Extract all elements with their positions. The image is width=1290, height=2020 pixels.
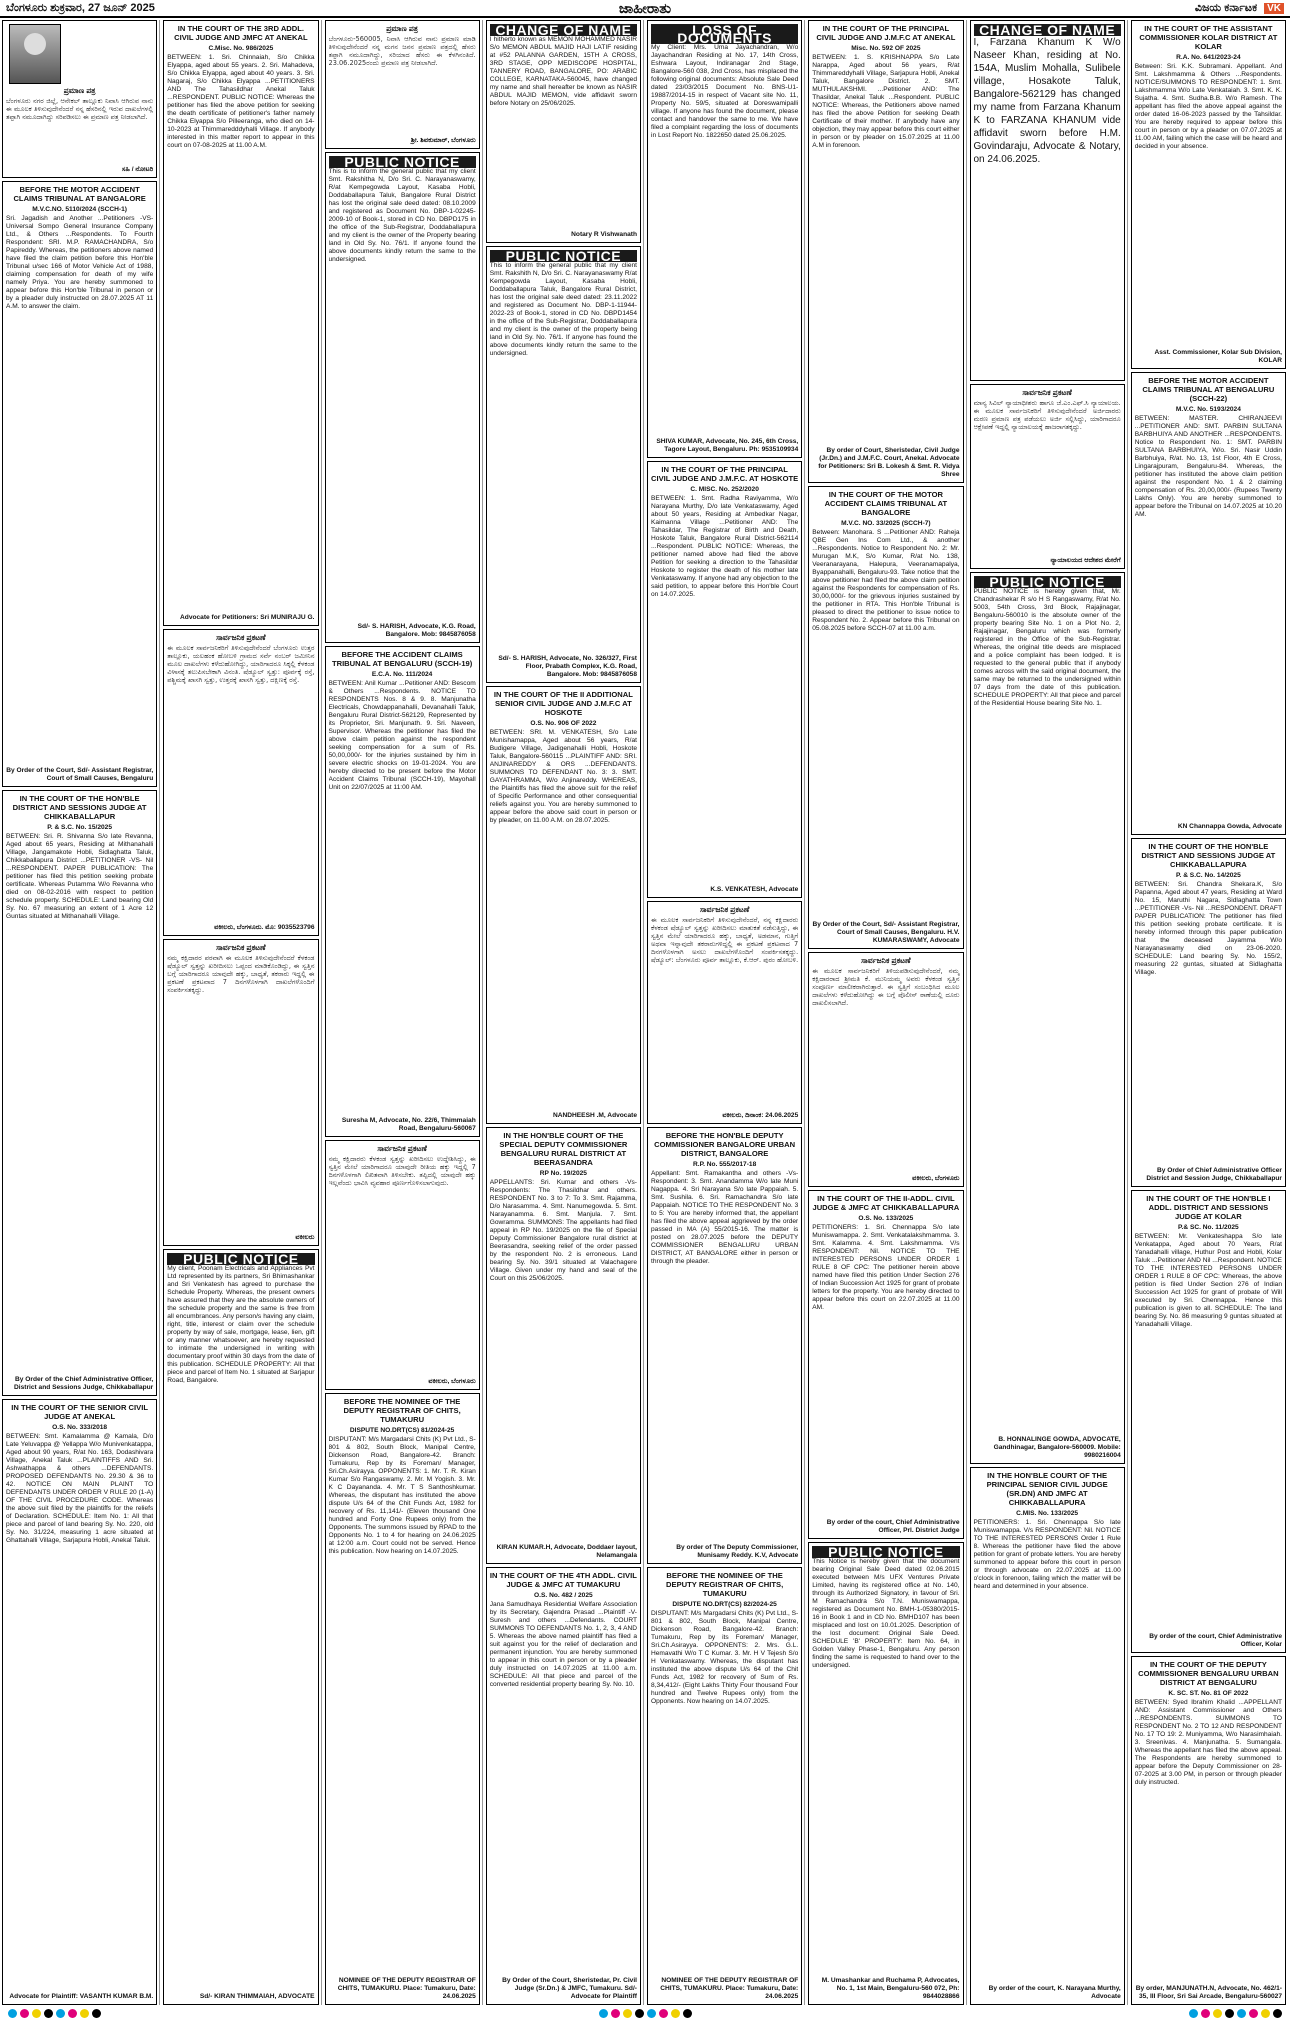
notice-signature: ಶ್ರೀ. ಶಿವಕುಮಾರ್, ಬೆಂಗಳೂರು [410, 136, 476, 144]
case-number: C. MISC. No. 252/2020 [690, 485, 759, 493]
color-marks-right [1189, 2009, 1282, 2018]
case-number: RP No. 19/2025 [539, 1169, 587, 1177]
notice-body: ನಮ್ಮ ಕಕ್ಷಿದಾರರ ಪರವಾಗಿ ಈ ಮೂಲಕ ತಿಳಿಸುವುದೇನೆಂದರೆ ಕೆಳಕಂಡ ಷೆಡ್ಯೂಲ್ ಸ್ವತ್ತನ್ನು ಖರೀದಿಸಲು ಒಪ್ಪಂದ ಮಾಡಿಕೊಂಡಿದ್ದು, ಈ ಸ್ವತ್ತಿನ ಬಗ್ಗೆ ಯಾರಿಗಾದರೂ ಯಾವುದೇ ಹಕ್ಕು, ಬಾಧ್ಯತೆ, ತಕರಾರು ಇದ್ದಲ್ಲಿ ಈ ಪ್ರಕಟಣೆ ಪ್ರಕಟವಾದ 7 ದಿನಗಳೊಳಗಾಗಿ ದಾಖಲೆಗಳೊಂದಿಗೆ ಸಂಪರ್ಕಿಸತಕ್ಕದ್ದು. [167, 954, 315, 995]
registration-dot [599, 2009, 608, 2018]
notice-signature: By Order of the Chief Administrative Officer, District and Sessions Judge, Chikkaballapur [14, 1375, 154, 1391]
notice-title: PUBLIC NOTICE [329, 156, 476, 168]
person-photo [9, 24, 61, 84]
notice-block [647, 901, 802, 1124]
notice-block [1131, 372, 1286, 835]
notice-signature: Notary R Vishwanath [571, 230, 637, 238]
notice-title: IN THE HON'BLE COURT OF THE PRINCIPAL SENIOR CIVIL JUDGE (SR.DN) AND JMFC AT CHIKKABALLAPURA [986, 1470, 1108, 1507]
notice-body: ಈ ಮೂಲಕ ಸಾರ್ವಜನಿಕರಿಗೆ ತಿಳಿಸುವುದೇನೆಂದರೆ ಬೆಂಗಳೂರು ಉತ್ತರ ತಾಲ್ಲೂಕು, ಯಲಹಂಕ ಹೋಬಳಿ ಗ್ರಾಮದ ಸರ್ವೆ ನಂಬರ್ ಜಮೀನಿನ ಮೂಲ ದಾಖಲೆಗಳು ಕಳೆದುಹೋಗಿದ್ದು, ಯಾರಿಗಾದರೂ ಸಿಕ್ಕಲ್ಲಿ ಕೆಳಕಂಡ ವಿಳಾಸಕ್ಕೆ ತಲುಪಿಸಬೇಕಾಗಿ ವಿನಂತಿ. ಷೆಡ್ಯೂಲ್ ಸ್ವತ್ತು: ಪೂರ್ವಕ್ಕೆ ರಸ್ತೆ, ಪಶ್ಚಿಮಕ್ಕೆ ಖಾಸಗಿ ಸ್ವತ್ತು, ಉತ್ತರಕ್ಕೆ ಖಾಸಗಿ ಸ್ವತ್ತು, ದಕ್ಷಿಣಕ್ಕೆ ರಸ್ತೆ. [167, 644, 315, 685]
notice-title: ಸಾರ್ವಜನಿಕ ಪ್ರಕಟಣೆ [377, 1144, 427, 1154]
column-1 [2, 20, 160, 2005]
notice-block [325, 20, 480, 149]
notice-signature: ವಕೀಲರು, ಬೆಂಗಳೂರು [912, 1175, 960, 1183]
notice-block [808, 952, 963, 1187]
notice-title: IN THE COURT OF THE PRINCIPAL CIVIL JUDGE AND J.M.F.C. AT HOSKOTE [651, 464, 799, 483]
notice-block [325, 152, 480, 643]
registration-dot [68, 2009, 77, 2018]
notice-title: ಪ್ರಮಾಣ ಪತ್ರ [386, 24, 419, 33]
notice-block [163, 1249, 318, 2005]
notice-body: DISPUTANT: M/s Margadarsi Chits (K) Pvt Ltd., S-801 & 802, South Block, Manipal Centre, Dickenson Road, Bangalore-42. Branch: Tumakuru, Rep by its Foreman/ Manager, Sri.Ch.Asirayya. OPPONENTS: 2. Mrs. G.L. Hemavathi W/o T C Kumar. 3. Mr. H V Tejesh S/o H Venkataswamy. Whereas, the disputant has instituted the above dispute U/s 64 of the Chit Funds Act, 1982 for recovery of Sum of Rs. 8,34,412/- (Eight Lakhs Thirty Four thousand Four hundred and Twelve Rupees only) from the Opponents. Now hearing on 14.07.2025. [651, 1610, 799, 1706]
column-6 [808, 20, 966, 2005]
notice-body: APPELLANTS: Sri. Kumar and others -Vs- Respondents: The Thasildhar and others. RESPONDENT No. 3 to 7: To 3. Smt. Rajamma, D/o Narasamma. 4. Smt. Nanumegowda. 5. Smt. Narayanamma. 6. Smt. Manjula. 7. Smt. Gowramma. SUMMONS: The appellants had filed appeal in RP No. 19/2025 on the file of Special Deputy Commissioner Bangalore rural district at Beerasandra, seeking relief of the order passed by the respondent No. 2 is erroneous. Land bearing Sy. No. 39/1 situated at Valachagere Village. Given under my hand and seal of the Court on this 25/06/2025. [489, 1178, 637, 1282]
notice-title: IN THE COURT OF THE II-ADDL. CIVIL JUDGE & JMFC AT CHIKKABALLAPURA [812, 1194, 960, 1213]
notice-signature: ವಕೀಲರು, ದಿನಾಂಕ: 24.06.2025 [722, 1111, 799, 1119]
registration-dot [1189, 2009, 1198, 2018]
masthead-date: ಬೆಂಗಳೂರು ಶುಕ್ರವಾರ, 27 ಜೂನ್ 2025 [6, 1, 155, 14]
notice-signature: Suresha M, Advocate, No. 22/6, Thimmaiah Road, Bengaluru-560067 [341, 1117, 476, 1133]
notice-body: Between: Sri. K.K. Subramani. Appellant. And Smt. Lakshmamma & Others ...Respondents. NOTICE/SUMMONS TO RESPONDENT: 1. Smt. Lakshmamma W/o Late Venkataiah. 3. Smt. K. K. Sujatha. 4. Smt. Sudha.B.B. W/o Ramesh. The appellant has filed the above appeal against the order dated 16-06-2023 passed by the Tahsildar. You are hereby required to appear before this court in person or by a pleader on 07.07.2025 at 11.00 AM, failing which the case will be heard and decided in your absence. [1134, 63, 1282, 150]
notice-signature: K.S. VENKATESH, Advocate [710, 886, 799, 894]
case-number: K. SC. ST. No. 81 OF 2022 [1168, 1689, 1249, 1697]
notice-title: IN THE COURT OF THE MOTOR ACCIDENT CLAIMS TRIBUNAL AT BANGALORE [824, 489, 948, 517]
notice-signature: ನ್ಯಾಯಾಲಯದ ಆದೇಶದ ಮೇರೆಗೆ [1050, 557, 1121, 565]
notice-title: IN THE COURT OF THE PRINCIPAL CIVIL JUDGE AND J.M.F.C AT ANEKAL [816, 24, 956, 42]
case-number: O.S. No. 906 OF 2022 [530, 720, 597, 728]
notice-signature: NOMINEE OF THE DEPUTY REGISTRAR OF CHITS, TUMAKURU. Place: Tumakuru, Date: 24.06.2025 [660, 1977, 799, 2001]
notice-body: ಬೆಂಗಳೂರು ನಗರ ಜಿಲ್ಲೆ, ಆನೇಕಲ್ ತಾಲ್ಲೂಕು ನಿವಾಸಿ ಆಗಿರುವ ನಾನು ಈ ಮೂಲಕ ತಿಳಿಸುವುದೇನೆಂದರೆ ನನ್ನ ಹೆಸರಿನಲ್ಲಿ ಇರುವ ದಾಖಲೆಗಳಲ್ಲಿ ತಪ್ಪಾಗಿ ನಮೂದಾಗಿದ್ದು ಸರಿಪಡಿಸಲು ಈ ಪ್ರಮಾಣ ಪತ್ರ ನೀಡಲಾಗಿದೆ. [6, 97, 154, 121]
notice-body: My client, Poonam Electricals and Appliances Pvt Ltd represented by its partners, Sri Bhimashankar and Sri Venkatesh has agreed to purchase the Schedule Property. Whereas, the present owners have assured that they are the absolute owners of the schedule property and the same is free from all encumbrances. Any person/s having any claim, right, title, interest or claim over the schedule property by way of sale, mortgage, lease, lien, gift or any manner whatsoever, are hereby requested to intimate the undersigned in writing with documentary proof within 30 days from the date of this publication. SCHEDULE PROPERTY: All that piece and parcel of Item No. 1 situated at Sarjapur Road, Bangalore. [167, 1265, 315, 1385]
notice-body: ಈ ಮೂಲಕ ಸಾರ್ವಜನಿಕರಿಗೆ ತಿಳಿಸುವುದೇನೆಂದರೆ, ನನ್ನ ಕಕ್ಷಿದಾರರು ಕೆಳಕಂಡ ಷೆಡ್ಯೂಲ್ ಸ್ವತ್ತನ್ನು ಖರೀದಿಸಲು ಮಾತುಕತೆ ನಡೆಸುತ್ತಿದ್ದು, ಈ ಸ್ವತ್ತಿನ ಮೇಲೆ ಯಾರಿಗಾದರೂ ಹಕ್ಕು, ಬಾಧ್ಯತೆ, ಅಡಮಾನ, ಗುತ್ತಿಗೆ ಅಥವಾ ಇನ್ನಾವುದೇ ತಕರಾರುಗಳಿದ್ದಲ್ಲಿ ಈ ಪ್ರಕಟಣೆ ಪ್ರಕಟವಾದ 7 ದಿನಗಳೊಳಗಾಗಿ ಅಸಲು ದಾಖಲೆಗಳೊಂದಿಗೆ ಸಂಪರ್ಕಿಸತಕ್ಕದ್ದು. ಷೆಡ್ಯೂಲ್: ಬೆಂಗಳೂರು ಪೂರ್ವ ತಾಲ್ಲೂಕು, ಕೆ.ಆರ್. ಪುರಂ ಹೋಬಳಿ. [651, 916, 799, 965]
column-8 [1131, 20, 1288, 2005]
case-number: DISPUTE NO.DRT(CS) 82/2024-25 [672, 1601, 777, 1609]
notice-body: BETWEEN: Syed Ibrahim Khalid ...APPELLANT AND: Assistant Commissioner and Others ...RESPONDENTS. SUMMONS TO RESPONDENT No. 2 TO 12 AND RESPONDENT No. 17 TO 19: 2. Muniyamma, W/o Narasimhaiah. 3. Sreenivas. 4. Manjunatha. 5. Sumangala. Whereas the appellant has filed the above appeal. The Respondents are hereby summoned to appear before the Deputy Commissioner on 28-07-2025 at 3.00 PM, in person or through pleader duly instructed. [1134, 1698, 1282, 1786]
registration-dot [683, 2009, 692, 2018]
masthead-paper-name: ವಿಜಯ ಕರ್ನಾಟಕ [1194, 1, 1258, 14]
color-marks-center [599, 2009, 692, 2018]
column-4 [486, 20, 644, 2005]
notice-block [970, 384, 1125, 569]
registration-dot [92, 2009, 101, 2018]
notice-title: IN THE COURT OF THE SENIOR CIVIL JUDGE AT ANEKAL [11, 1402, 148, 1421]
notice-body: Between: Manohara. S ...Petitioner AND: Raheja QBE Gen Ins Com Ltd., & another ...Respondents. Notice to Respondent No. 2: Mr. Murugan M.K, S/o Kumar, R/at No. 138, Veeranarayana, Halepura, Veeranamapalya, Byappanahalli, Bengaluru-93. Take notice that the above petitioner had filed the above claim petition against the Respondents for compensation of Rs. 30,00,000/- for the grievous injuries sustained by the petitioner in RTA. This Hon'ble Tribunal is pleased to direct the petitioner to issue notice to Respondent No. 2. Appear before this Tribunal on 05.08.2025 before SCCH-07 at 11.00 a.m. [812, 528, 960, 632]
notice-title: LOSS OF DOCUMENTS [651, 24, 798, 44]
notice-block [486, 686, 641, 1124]
notice-block [325, 1140, 480, 1390]
notice-block [1131, 20, 1286, 369]
notice-signature: By Order of the Court, Sd/- Assistant Registrar, Court of Small Causes, Bengaluru. H.V. KUMARASWAMY, Advocate [812, 920, 960, 944]
notice-block [486, 1567, 641, 2005]
notice-title: ಸಾರ್ವಜನಿಕ ಪ್ರಕಟಣೆ [699, 905, 750, 915]
notice-body: ಮಾನ್ಯ ಸಿವಿಲ್ ನ್ಯಾಯಾಧೀಶರು ಹಾಗೂ ಜೆ.ಎಂ.ಎಫ್.ಸಿ ನ್ಯಾಯಾಲಯ. ಈ ಮೂಲಕ ಸಾರ್ವಜನಿಕರಿಗೆ ತಿಳಿಸುವುದೇನೆಂದರೆ ಅರ್ಜಿದಾರರು ಮರಣ ಪ್ರಮಾಣ ಪತ್ರ ಪಡೆಯಲು ಅರ್ಜಿ ಸಲ್ಲಿಸಿದ್ದು, ಯಾರಿಗಾದರೂ ಆಕ್ಷೇಪಣೆ ಇದ್ದಲ್ಲಿ ನ್ಯಾಯಾಲಯಕ್ಕೆ ಹಾಜರಾಗತಕ್ಕದ್ದು. [973, 399, 1121, 432]
case-number: E.C.A. No. 111/2024 [371, 671, 433, 679]
notice-block [486, 20, 641, 243]
notice-title: ಪ್ರಮಾಣ ಪತ್ರ [63, 86, 96, 95]
notice-title: ಸಾರ್ವಜನಿಕ ಪ್ರಕಟಣೆ [216, 633, 266, 643]
notice-signature: SHIVA KUMAR, Advocate, No. 245, 6th Cross, Tagore Layout, Bengaluru. Ph: 9535109934 [656, 437, 799, 453]
notice-body: PETITIONERS: 1. Sri. Chennappa S/o late Muniswamappa. V/s RESPONDENT: Nil. NOTICE TO THE INTERESTED PERSONS Order 1 Rule 8. Whereas the petitioner have filed the above petition for grant of probate letters. You are hereby summoned to appear before this court in person or through advocate on 22.07.2025 at 11.00 o'clock in forenoon, failing which the matter will be heard and determined in your absence. [973, 1518, 1121, 1590]
notice-signature: NOMINEE OF THE DEPUTY REGISTRAR OF CHITS, TUMAKURU. Place: Tumakuru, Date: 24.06.2025 [337, 1977, 476, 2000]
registration-dot [671, 2009, 680, 2018]
notice-title: IN THE COURT OF THE 3RD ADDL. CIVIL JUDGE AND JMFC AT ANEKAL [174, 24, 308, 42]
notice-block [647, 461, 802, 899]
notice-block [808, 20, 963, 483]
notice-block [2, 1399, 157, 2005]
case-number: C.MIS. No. 133/2025 [1016, 1509, 1079, 1517]
notice-signature: By order of the court, Chief Administrative Officer, Prl. District Judge [826, 1519, 960, 1535]
notice-signature: ವಕೀಲರು, ಬೆಂಗಳೂರು. ಮೊ: 9035523796 [214, 924, 315, 932]
notice-title: PUBLIC NOTICE [490, 250, 637, 262]
notice-title: BEFORE THE MOTOR ACCIDENT CLAIMS TRIBUNAL AT BANGALORE [13, 184, 146, 203]
notice-block [970, 20, 1125, 381]
notice-title: IN THE COURT OF THE 4TH ADDL. CIVIL JUDGE & JMFC AT TUMAKURU [489, 1571, 637, 1590]
notice-block [647, 20, 802, 458]
notice-signature: ಸಹಿ / ನೋಟರಿ [121, 165, 154, 173]
notice-block [325, 1393, 480, 2005]
print-registration-marks [0, 2007, 1290, 2020]
notice-body: BETWEEN: SRI. M. VENKATESH, S/o Late Munishamappa, Aged about 56 years, R/at Budigere Village, Jadigenahalli Hobli, Hoskote Taluk, Bangalore-560115 ...PLAINTIFF AND: SRI. ANJINAREDDY & ORS ...DEFENDANTS. SUMMONS TO DEFENDANT No. 3: 3. SMT. GAYATHRAMMA, W/o Anjinareddy. WHEREAS, the Plaintiffs has filed the above suit for the relief of Specific Performance and other consequential reliefs against you. You are hereby summoned to appear before the above said court in person or by pleader, on 11.00 A.M. on 28.07.2025. [489, 729, 637, 825]
case-number: P.& SC. No. 11/2025 [1178, 1224, 1239, 1232]
case-number: O.S. No. 482 / 2025 [534, 1592, 593, 1600]
notice-signature: Advocate for Petitioners: Sri MUNIRAJU G. [180, 614, 315, 622]
notice-body: BETWEEN: 1. Sri. Chinnaiah, S/o Chikka Elyappa, aged about 55 years. 2. Sri. Mahadeva, S/o Chikka Elyappa, aged about 40 years. 3. Sri. Nagaraj, S/o Chikka Elyappa ...PETITIONERS AND The Tahasildhar Anekal Taluk ...RESPONDENT. PUBLIC NOTICE: Whereas the petitioner has filed the above petition for seeking the death certificate of petitioner's father namely Chikka Elyappa S/o Pilleeranga, who died on 14-10-2023 at Thimmaredddyhalli Village. If anybody interested in this matter report to appear in this court on 07-08-2025 at 11.00 A.M. [167, 54, 315, 149]
notice-body: BETWEEN: Sri. Chandra Shekara.K, S/o Papanna, Aged about 47 years, Residing at Ward No. 15, Maruthi Nagara, Sidlaghatta Town ...PETITIONER -Vs- Nil ...RESPONDENT. DRAFT PAPER PUBLICATION: The petitioner has filed this petition seeking probate certificate. It is hereby informed through this paper publication that the deceased Jayamma W/o Narayanaswamy died on 23-06-2020. SCHEDULE: Land bearing Sy. No. 155/2, measuring 22 guntas, situated at Sidlaghatta Village. [1134, 880, 1282, 976]
notice-block [647, 1127, 802, 1565]
notice-body: BETWEEN: 1. Smt. Radha Raviyamma, W/o Narayana Murthy, D/o late Venkataswamy, Aged about 50 years, Residing at Ambedkar Nagar, Kaimanna Village ...Petitioner AND: The Tahasildar, The Registrar of Birth and Death, Hoskote Taluk, Bangalore Rural District-562114 ...Respondent. PUBLIC NOTICE: Whereas, the petitioner named above had filed the above Petition for seeking a direction to the Tahasildar Hoskote to register the death of his mother late Venkataswamy. If anyone had any objection to the said petition, to appear before this Hon'ble Court on 14.07.2025. [651, 494, 799, 598]
notice-block [163, 20, 318, 626]
notice-body: BETWEEN: 1. S. KRISHNAPPA S/o Late Narappa, Aged about 56 years, R/at Thimmareddyhalli Village, Sarjapura Hobli, Anekal Taluk, Bangalore District. 2. SMT. MUTHULAKSHMI. ...Petitioner AND: The Thasildar, Anekal Taluk ...Respondent. PUBLIC NOTICE: Whereas, the Petitioners above named has filed the above Petition for seeking Death Certificate of their mother. If anybody have any objection, they may appear before this court either in person or by pleader on 15.07.2025 at 11.00 A.M in forenoon. [812, 54, 960, 149]
notice-body: ನಮ್ಮ ಕಕ್ಷಿದಾರರು ಕೆಳಕಂಡ ಸ್ವತ್ತನ್ನು ಖರೀದಿಸಲು ಉದ್ದೇಶಿಸಿದ್ದು, ಈ ಸ್ವತ್ತಿನ ಮೇಲೆ ಯಾರಿಗಾದರೂ ಯಾವುದೇ ರೀತಿಯ ಹಕ್ಕು ಇದ್ದಲ್ಲಿ 7 ದಿನಗಳೊಳಗಾಗಿ ಲಿಖಿತವಾಗಿ ತಿಳಿಸಬೇಕು. ತಪ್ಪಿದಲ್ಲಿ ಯಾವುದೇ ಹಕ್ಕು ಇಲ್ಲವೆಂದು ಭಾವಿಸಿ ವ್ಯವಹಾರ ಪೂರ್ಣಗೊಳಿಸಲಾಗುವುದು. [328, 1155, 476, 1188]
case-number: M.V.C. No. 5193/2024 [1175, 406, 1241, 414]
notice-block [808, 1542, 963, 2005]
paper-logo: VK [1264, 3, 1284, 14]
notice-title: ಸಾರ್ವಜನಿಕ ಪ್ರಕಟಣೆ [861, 955, 911, 965]
registration-dot [80, 2009, 89, 2018]
notice-block [1131, 1656, 1286, 2005]
notice-signature: By Order of the Court, Sd/- Assistant Registrar, Court of Small Causes, Bengaluru [6, 766, 154, 782]
notice-signature: Asst. Commissioner, Kolar Sub Division, KOLAR [1154, 349, 1282, 365]
notice-block [808, 1190, 963, 1539]
masthead-brand [1195, 2, 1284, 15]
notice-block [163, 939, 318, 1246]
notice-signature: ವಕೀಲರು, ಬೆಂಗಳೂರು [428, 1377, 476, 1385]
notice-block [163, 629, 318, 936]
registration-dot [44, 2009, 53, 2018]
registration-dot [1225, 2009, 1234, 2018]
notice-signature: B. HONNALINGE GOWDA, ADVOCATE, Gandhinagar, Bangalore-560009. Mobile: 9980216004 [993, 1435, 1121, 1459]
registration-dot [1213, 2009, 1222, 2018]
notice-title: CHANGE OF NAME [490, 24, 637, 36]
notice-signature: By order of Court, Sheristedar, Civil Judge (Jr.Dn.) and J.M.F.C. Court, Anekal. Advocate for Petitioners: Sri B. Lokesh & Smt. R. Vidya Shree [818, 446, 960, 478]
notice-title: PUBLIC NOTICE [812, 1546, 959, 1558]
notice-body: I, Farzana Khanum K W/o Naseer Khan, residing at No. 154A, Muslim Mohalla, Sulibele village, Hosakote Taluk, Bangalore-562129 has changed my name from Farzana Khanum K to FARZANA KHANUM vide affidavit sworn before H.M. Govindaraju, Advocate & Notary, on 24.06.2025. [973, 37, 1121, 165]
notice-body: BETWEEN: Sri. R. Shivanna S/o late Revanna, Aged about 65 years, Residing at Mithanahalli Village, Jangamakote Hobli, Sidlaghatta Taluk, Chikkaballapura District ...PETITIONER -VS- Nil ...RESPONDENT. PAPER PUBLICATION: The petitioner has filed this petition seeking probate certificate. Whereas Putamma W/o Revanna who died on 08-02-2016 with respect to petition schedule property. SCHEDULE: Land bearing Old Sy. No. 67 measuring an extent of 1 Acre 12 Guntas situated at Mithanahalli Village. [6, 832, 154, 920]
case-number: O.S. No. 133/2025 [858, 1215, 914, 1223]
registration-dot [647, 2009, 656, 2018]
notice-block [1131, 1190, 1286, 1653]
notice-signature: Sd/- KIRAN THIMMAIAH, ADVOCATE [199, 1993, 315, 2000]
notice-body: Appellant: Smt. Ramakantha and others -Vs- Respondent: 3. Smt. Anandamma W/o late Muni Nagappa. 4. Sri Narayana S/o late Pappaiah. 5. Smt. Sushila. 6. Sri. Ramachandra S/o late Pappaiah. NOTICE TO THE RESPONDENT No. 3 to 5: You are hereby informed that, the appellant has filed the above appeal aggrieved by the order passed in MA (A) 55/2015-16. The matter is posted on 28.07.2025 before the DEPUTY COMMISSIONER BENGALURU URBAN DISTRICT, AT BANGALORE either in person or through the pleader. [651, 1169, 799, 1265]
registration-dot [1273, 2009, 1282, 2018]
case-number: R.P. No. 555/2017-18 [692, 1160, 757, 1168]
notice-title: PUBLIC NOTICE [167, 1253, 314, 1265]
notice-title: IN THE COURT OF THE HON'BLE DISTRICT AND SESSIONS JUDGE AT CHIKKABALLAPUR [12, 793, 147, 821]
notice-block [2, 181, 157, 787]
notice-signature: By order of The Deputy Commissioner, Munisamy Reddy. K.V, Advocate [676, 1544, 799, 1560]
notice-title: BEFORE THE NOMINEE OF THE DEPUTY REGISTRAR OF CHITS, TUMAKURU [666, 1571, 784, 1599]
notice-block [808, 486, 963, 949]
notice-body: ಬೆಂಗಳೂರು-560005, ನಿವಾಸಿ ಆಗಿರುವ ನಾನು ಪ್ರಮಾಣ ಮಾಡಿ ತಿಳಿಸುವುದೇನೆಂದರೆ ನನ್ನ ಮಗನ ಜನನ ಪ್ರಮಾಣ ಪತ್ರದಲ್ಲಿ ಹೆಸರು ತಪ್ಪಾಗಿ ನಮೂದಾಗಿದ್ದು, ಸರಿಯಾದ ಹೆಸರು ಈ ಕೆಳಗಿನಂತಿದೆ. 23.06.2025ರಂದು ಪ್ರಮಾಣ ಪತ್ರ ನೀಡಲಾಗಿದೆ. [328, 35, 476, 67]
case-number: M.V.C.NO. 5110/2024 (SCCH-1) [32, 205, 127, 213]
notice-signature: By Order of Chief Administrative Officer District and Session Judge, Chikkaballapur [1146, 1167, 1282, 1183]
notice-block [486, 246, 641, 684]
notice-title: CHANGE OF NAME [974, 24, 1121, 36]
notice-body: BETWEEN: Anil Kumar ...Petitioner AND: Bescom & Others ...Respondents. NOTICE TO RESPONDENTS Nos. 8 & 9. 8. Manjunatha Electricals, Chowdappanahalli, Devanahalli Taluk, Bengaluru Rural District-562129, Represented by its Proprietor, Sri. Manjunath. 9. Sri. Naveen, Supervisor. Whereas the petitioner has filed the above claim petition against the respondent seeking compensation for a sum of Rs. 50,00,000/- for the injuries sustained by him in severe electric shocks on 19-01-2024. You are hereby directed to be present before the Motor Accident Claims Tribunal (SCCH-19), Mayohall Unit on 22/07/2025 at 11:00 AM. [328, 680, 476, 792]
notice-title: PUBLIC NOTICE [974, 576, 1121, 588]
notice-signature: By order of the court, K. Narayana Murthy, Advocate [988, 1985, 1121, 2001]
notice-signature: By Order of the Court, Sheristedar, Pr. Civil Judge (Sr.Dn.) & JMFC, Tumakuru. Sd/- Advocate for Plaintiff [502, 1977, 637, 2001]
registration-dot [8, 2009, 17, 2018]
notice-body: PUBLIC NOTICE is hereby given that, Mr. Chandrashekar R s/o H S Rangaswamy, R/at No. 5003, 54th Cross, 3rd Block, Rajajinagar, Bengaluru-560010 is the absolute owner of the property bearing Site No. 1 on a Plot No. 2, Rajajinagar, Bengaluru which was formerly registered in the Office of the Sub-Registrar. Whereas, the original title deeds are misplaced and a police complaint has been lodged. It is requested to the general public that if anybody comes across with the said original document, the same may be returned to the undersigned within 07 days from the date of this publication. SCHEDULE PROPERTY: All that piece and parcel of the Residential House bearing Site No. 1. [973, 588, 1121, 708]
notice-body: I hitherto known as MEMON MOHAMMED NASIR S/o MEMON ABDUL MAJID HAJI LATIF residing at #52 PALANNA GARDEN, 15TH A CROSS, 3RD STAGE, OPP MEDISCOPE HOSPITAL, TANNERY ROAD, BANGALORE, PO: ARABIC COLLEGE, KARNATAKA-560045, have changed my name and shall hereafter be known as NASIR ABDUL MAJID MEMON, vide affidavit sworn before Notary on 25/06/2025. [489, 36, 637, 107]
notice-body: Sri. Jagadish and Another ...Petitioners -VS- Universal Sompo General Insurance Company Ltd., & Others ...Respondents. To Fourth Respondent: SRI. M.P. RAMACHANDRA, S/o Papireddy. Whereas, the petitioners above named have filed the claim petition before this Hon'ble Tribunal u/sec 166 of Motor Vehicle Act of 1988, claiming compensation for death of my wife namely Priya. You are hereby summoned to appear before this Hon'ble Tribunal in person or by a pleader duly instructed on 28.07.2025 AT 11 A.M. to answer the claim. [6, 214, 154, 310]
notice-block [647, 1567, 802, 2005]
case-number: O.S. No. 333/2018 [52, 1423, 108, 1431]
notice-body: My Client: Mrs. Uma Jayachandran, W/o Jayachandran Residing at No. 17, 14th Cross, Eshwara Layout, Indiranagar 2nd Stage, Bangalore-560 038, 2nd Cross, has misplaced the following original documents: Absolute Sale Deed dated 23/03/2015 Document No. BNS-U1-19887/2014-15 in respect of Vacant site No. 11, Property No. 59/5, situated at Doreswamipalli village. If anyone has found the document, please contact and handover the same to me. We have filed a complaint regarding the loss of documents in Lost Report No. 1822650 dated 25.06.2025. [651, 44, 799, 139]
notice-body: This to inform the general public that my client Smt. Rakshith N, D/o Sri. C. Narayanaswamy R/at Kempegowda Layout, Kasaba Hobli, Doddaballapura Taluk, Bangalore Rural District, has lost the original sale deed dated: 23.11.2022 and registered as Document No. DBP-1-11944-2022-23 of Book-1, stored in CD No. DBPD1454 in the office of the Sub-Registrar, Doddaballapura and my client is the owner of the property being land in Old Sy. No. 76/1. If anyone has found the above documents kindly return the same to the undersigned. [489, 261, 637, 357]
notice-signature: Sd/- S. HARISH, Advocate, No. 326/327, First Floor, Prabath Complex, K.G. Road, Bangalore. Mob: 9845876058 [498, 655, 637, 679]
registration-dot [32, 2009, 41, 2018]
masthead-section: ಜಾಹೀರಾತು [618, 0, 672, 16]
case-number: R.A. No. 641/2023-24 [1176, 54, 1241, 61]
notice-block [1131, 838, 1286, 1187]
notice-block [2, 790, 157, 1396]
masthead [0, 0, 1290, 18]
case-number: P. & S.C. No. 15/2025 [47, 823, 112, 831]
registration-dot [659, 2009, 668, 2018]
notice-signature: Advocate for Plaintiff: VASANTH KUMAR B.M. [9, 1993, 154, 2000]
notice-body: This is to inform the general public that my client Smt. Rakshitha N, D/o Sri. C. Narayanaswamy, R/at Kempegowda Layout, Kasaba Hobli, Doddaballapura Taluk, Bangalore Rural District has lost the original sale deed dated: 08.10.2009 and registered as Document No. DBP-1-02245-2009-10 of Book-1, stored in CD No. DBPD175 in the office of the Sub-Registrar, Doddaballapura and my client is the owner of the Property bearing land in Old Sy. No. 76/1. If anyone found the above documents kindly return the same to the undersigned. [328, 167, 476, 263]
column-5 [647, 20, 805, 2005]
registration-dot [635, 2009, 644, 2018]
registration-dot [611, 2009, 620, 2018]
case-number: Misc. No. 592 OF 2025 [851, 45, 921, 52]
notice-block [970, 572, 1125, 1464]
notice-title: ಸಾರ್ವಜನಿಕ ಪ್ರಕಟಣೆ [1022, 388, 1072, 398]
case-number: M.V.C. NO. 33/2025 (SCCH-7) [841, 519, 931, 527]
notice-signature: KN Channappa Gowda, Advocate [1177, 822, 1282, 830]
column-3 [325, 20, 483, 2005]
color-marks-left [8, 2009, 101, 2018]
notice-title: ಸಾರ್ವಜನಿಕ ಪ್ರಕಟಣೆ [216, 943, 266, 953]
case-number: C.Misc. No. 986/2025 [208, 45, 274, 52]
registration-dot [56, 2009, 65, 2018]
registration-dot [1201, 2009, 1210, 2018]
registration-dot [1237, 2009, 1246, 2018]
case-number: DISPUTE NO.DRT(CS) 81/2024-25 [349, 1426, 455, 1434]
notice-title: IN THE COURT OF THE ASSISTANT COMMISSIONER KOLAR DISTRICT AT KOLAR [1139, 24, 1278, 51]
notice-body: DISPUTANT: M/s Margadarsi Chits (K) Pvt Ltd., S-801 & 802, South Block, Manipal Centre, Dickenson Road, Bangalore-42. Branch: Tumakuru, Rep by its Foreman/ Manager, Sri.Ch.Asirayya. OPPONENTS: 1. Mr. T. R. Kiran Kumar S/o Rangaswamy. 2. Mr. M Yogish. 3. Mr. K C Dayananda. 4. Mr. T S Santhoshkumar. Whereas, the disputant has instituted the above dispute U/s 64 of the Chit Funds Act, 1982 for recovery of Rs. 11,141/- (Eleven thousand One hundred and Forty One Rupees only) from the Opponents. The summons issued by RPAD to the Opponents No. 1 to 4 for hearing on 24.06.2025 at 12:00 a.m. Court could not be served. Hence this publication. Now hearing on 14.07.2025. [328, 1435, 476, 1555]
notice-title: BEFORE THE HON'BLE DEPUTY COMMISSIONER BANGALORE URBAN DISTRICT, BANGALORE [654, 1130, 796, 1158]
notice-signature: KIRAN KUMAR.H, Advocate, Doddaer layout, Nelamangala [496, 1544, 637, 1560]
notice-title: IN THE COURT OF THE DEPUTY COMMISSIONER BENGALURU URBAN DISTRICT AT BENGALURU [1138, 1659, 1279, 1687]
notice-body: BETWEEN: MASTER. CHIRANJEEVI ...PETITIONER AND: SMT. PARBIN SULTANA BARBHUIYA AND ANOTHER ...RESPONDENTS. Notice to Respondent No. 1: SMT. PARBIN SULTANA BARBHUIYA, W/o. Sri. Nasir Uddin Barbhuiya, R/at. No. 13, 1st Floor, 4th E Cross, Lingarajpuram, Bengaluru-84. Whereas, the petitioner has instituted the above claim petition against the respondent No. 1 & 2 claiming compensation of Rs. 20,00,000/- (Rupees Twenty Lakhs Only). You are hereby summoned to appear before the Tribunal on 14.07.2025 at 10.20 AM. [1134, 415, 1282, 519]
registration-dot [1249, 2009, 1258, 2018]
notice-title: BEFORE THE MOTOR ACCIDENT CLAIMS TRIBUNAL AT BENGALURU (SCCH-22) [1142, 376, 1275, 404]
column-7 [970, 20, 1128, 2005]
notice-block [325, 646, 480, 1137]
registration-dot [20, 2009, 29, 2018]
notice-block [970, 1467, 1125, 2005]
notice-signature: NANDHEESH .M, Advocate [552, 1111, 637, 1119]
notice-title: BEFORE THE NOMINEE OF THE DEPUTY REGISTRAR OF CHITS, TUMAKURU [343, 1396, 461, 1424]
notice-body: BETWEEN: Smt. Kamalamma @ Kamala, D/o Late Yeluvappa @ Yellappa W/o Munivenkatappa, Aged about 90 years, R/at No. 163, Dodashivara Village, Anekal Taluk ...PLAINTIFFS AND Sri. Ashwathappa & others ...DEFENDANTS. PROPOSED DEFENDANTS No. 29.30 & 36 to 42. NOTICE ON MAIN PLAINT TO DEFENDANTS UNDER ORDER V RULE 20 (1-A) OF THE CIVIL PROCEDURE CODE. Whereas the above suit filed by the plaintiffs for the reliefs of Declaration. SCHEDULE: Item No. 1: All that piece and parcel of land bearing Sy. No. 220, old Sy. No. 31/224, measuring 1 acre situated at Ghattahalli Village, Sarjapura Hobli, Anekal Taluk. [6, 1432, 154, 1544]
notice-body: BETWEEN: Mr. Venkateshappa S/o late Venkatappa, Aged about 70 Years, R/at Yanadahalli village, Huthur Post and Hobli, Kolar Taluk ...Petitioner AND Nil ...Respondent. NOTICE TO THE INTERESTED PERSONS UNDER ORDER 1 RULE 8 OF CPC: Whereas, the above petition is filed Under Section 276 of Indian Succession Act 1925 for grant of probate of Will executed by Sri. Chennappa. Hence this publication is given to all. SCHEDULE: The land bearing Sy. No. 86 measuring 9 guntas situated at Yanadahalli Village. [1134, 1233, 1282, 1329]
notice-body: This Notice is hereby given that the document bearing Original Sale Deed dated 02.06.2015 executed between M/s UFX Ventures Private Limited, having its registered office at No. 140, through its Authorized Signatory, in favour of Sri. M Ramachandra S/o T.N. Muniswamappa, registered as Document No. BMH-1-05380/2015-16 in Book 1 and in CD No. BMHD107 has been misplaced and lost on 10.01.2025. Description of the lost document: Original Sale Deed. SCHEDULE 'B' PROPERTY: Item No. 64, in Golden Valley Phase-1, Bengaluru. Any person finding the same is requested to hand over to the undersigned. [812, 1558, 960, 1670]
notice-title: BEFORE THE ACCIDENT CLAIMS TRIBUNAL AT BENGALURU (SCCH-19) [331, 650, 473, 669]
registration-dot [623, 2009, 632, 2018]
notice-signature: By order of the court, Chief Administrative Officer, Kolar [1149, 1632, 1282, 1648]
notice-title: IN THE COURT OF THE HON'BLE I ADDL. DISTRICT AND SESSIONS JUDGE AT KOLAR [1146, 1194, 1271, 1222]
notice-title: IN THE COURT OF THE HON'BLE DISTRICT AND SESSIONS JUDGE AT CHIKKABALLAPURA [1141, 841, 1276, 869]
notice-signature: ವಕೀಲರು [295, 1234, 315, 1242]
notice-block [2, 20, 157, 178]
notice-block [486, 1127, 641, 1565]
registration-dot [1261, 2009, 1270, 2018]
column-2 [163, 20, 321, 2005]
classified-columns [2, 20, 1288, 2005]
notice-body: PETITIONERS: 1. Sri. Chennappa S/o late Muniswamappa. 2. Smt. Venkatalakshmamma. 3. Smt. Kalamma. 4. Smt. Lakshmamma. V/s RESPONDENT: Nil. NOTICE TO THE INTERESTED PERSONS UNDER ORDER 1 RULE 8 OF CPC: The petitioner herein above named have filed this petition Under Section 276 of Indian Succession Act 1925 for grant of probate letters for the property. You are hereby directed to appear before this court on 22.07.2025 at 11.00 AM. [812, 1224, 960, 1312]
notice-signature: M. Umashankar and Ruchama P, Advocates, No. 1, 1st Main, Bengaluru-560 072, Ph: 9844028866 [821, 1977, 960, 2001]
notice-body: ಈ ಮೂಲಕ ಸಾರ್ವಜನಿಕರಿಗೆ ತಿಳಿಯಪಡಿಸುವುದೇನೆಂದರೆ, ನಮ್ಮ ಕಕ್ಷಿದಾರರಾದ ಶ್ರೀಮತಿ ಕೆ. ಮುನಿಯಮ್ಮ ಅವರು ಕೆಳಕಂಡ ಸ್ವತ್ತಿನ ಸಂಪೂರ್ಣ ಮಾಲೀಕರಾಗಿರುತ್ತಾರೆ. ಈ ಸ್ವತ್ತಿಗೆ ಸಂಬಂಧಿಸಿದ ಮೂಲ ದಾಖಲೆಗಳು ಕಳೆದುಹೋಗಿದ್ದು ಈ ಬಗ್ಗೆ ಪೊಲೀಸ್ ಠಾಣೆಯಲ್ಲಿ ದೂರು ದಾಖಲಿಸಲಾಗಿದೆ. [812, 966, 960, 1007]
notice-signature: Sd/- S. HARISH, Advocate, K.G. Road, Bangalore. Mob: 9845876058 [357, 623, 476, 639]
notice-title: IN THE HON'BLE COURT OF THE SPECIAL DEPUTY COMMISSIONER BENGALURU RURAL DISTRICT AT BEERASANDRA [499, 1130, 628, 1167]
notice-title: IN THE COURT OF THE II ADDITIONAL SENIOR CIVIL JUDGE AND J.M.F.C AT HOSKOTE [493, 690, 633, 718]
notice-body: Jana Samudhaya Residential Welfare Association by its Secretary, Gajendra Prasad ...Plaintiff -V- Suresh and others ...Defendants. COURT SUMMONS TO DEFENDANTS No. 1, 2, 3, 4 AND 5. Whereas the above named plaintiff has filed a suit against you for the relief of declaration and permanent injunction. You are hereby summoned to appear in this court in person or by a pleader duly instructed on 14.07.2025 at 11.00 a.m. SCHEDULE: All that piece and parcel of the converted residential property bearing Sy. No. 10. [489, 1601, 637, 1689]
notice-signature: By order, MANJUNATH.N, Advocate, No. 462/1-35, III Floor, Sri Sai Arcade, Bengaluru-560027 [1135, 1985, 1282, 2001]
case-number: P. & S.C. No. 14/2025 [1176, 871, 1241, 879]
